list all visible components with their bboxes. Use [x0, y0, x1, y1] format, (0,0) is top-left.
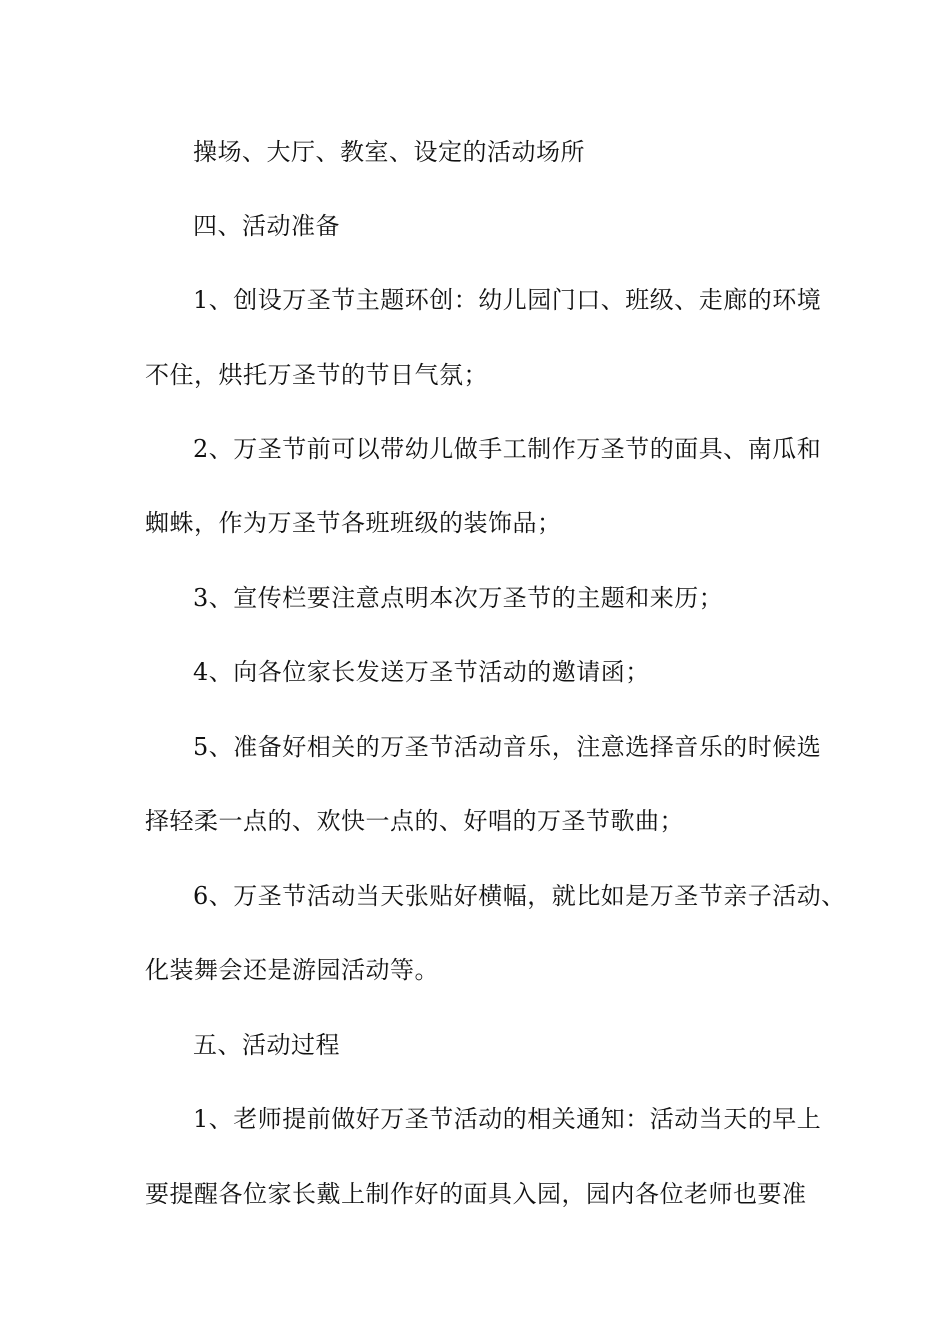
paragraph-line: 1、老师提前做好万圣节活动的相关通知：活动当天的早上	[193, 1105, 822, 1133]
paragraph-line: 1、创设万圣节主题环创：幼儿园门口、班级、走廊的环境	[193, 286, 822, 314]
paragraph-line: 操场、大厅、教室、设定的活动场所	[193, 138, 585, 166]
paragraph-line: 5、准备好相关的万圣节活动音乐，注意选择音乐的时候选	[193, 733, 822, 761]
paragraph-line: 3、宣传栏要注意点明本次万圣节的主题和来历；	[193, 584, 724, 612]
paragraph-line: 2、万圣节前可以带幼儿做手工制作万圣节的面具、南瓜和	[193, 435, 822, 463]
paragraph-line: 择轻柔一点的、欢快一点的、好唱的万圣节歌曲；	[145, 807, 684, 835]
section-heading: 四、活动准备	[193, 212, 340, 240]
paragraph-line: 化装舞会还是游园活动等。	[145, 956, 439, 984]
section-heading: 五、活动过程	[193, 1031, 340, 1059]
paragraph-line: 4、向各位家长发送万圣节活动的邀请函；	[193, 658, 650, 686]
paragraph-line: 要提醒各位家长戴上制作好的面具入园，园内各位老师也要准	[145, 1180, 807, 1208]
paragraph-line: 6、万圣节活动当天张贴好横幅，就比如是万圣节亲子活动、	[193, 882, 846, 910]
paragraph-line: 蜘蛛，作为万圣节各班班级的装饰品；	[145, 509, 562, 537]
paragraph-line: 不住，烘托万圣节的节日气氛；	[145, 361, 488, 389]
